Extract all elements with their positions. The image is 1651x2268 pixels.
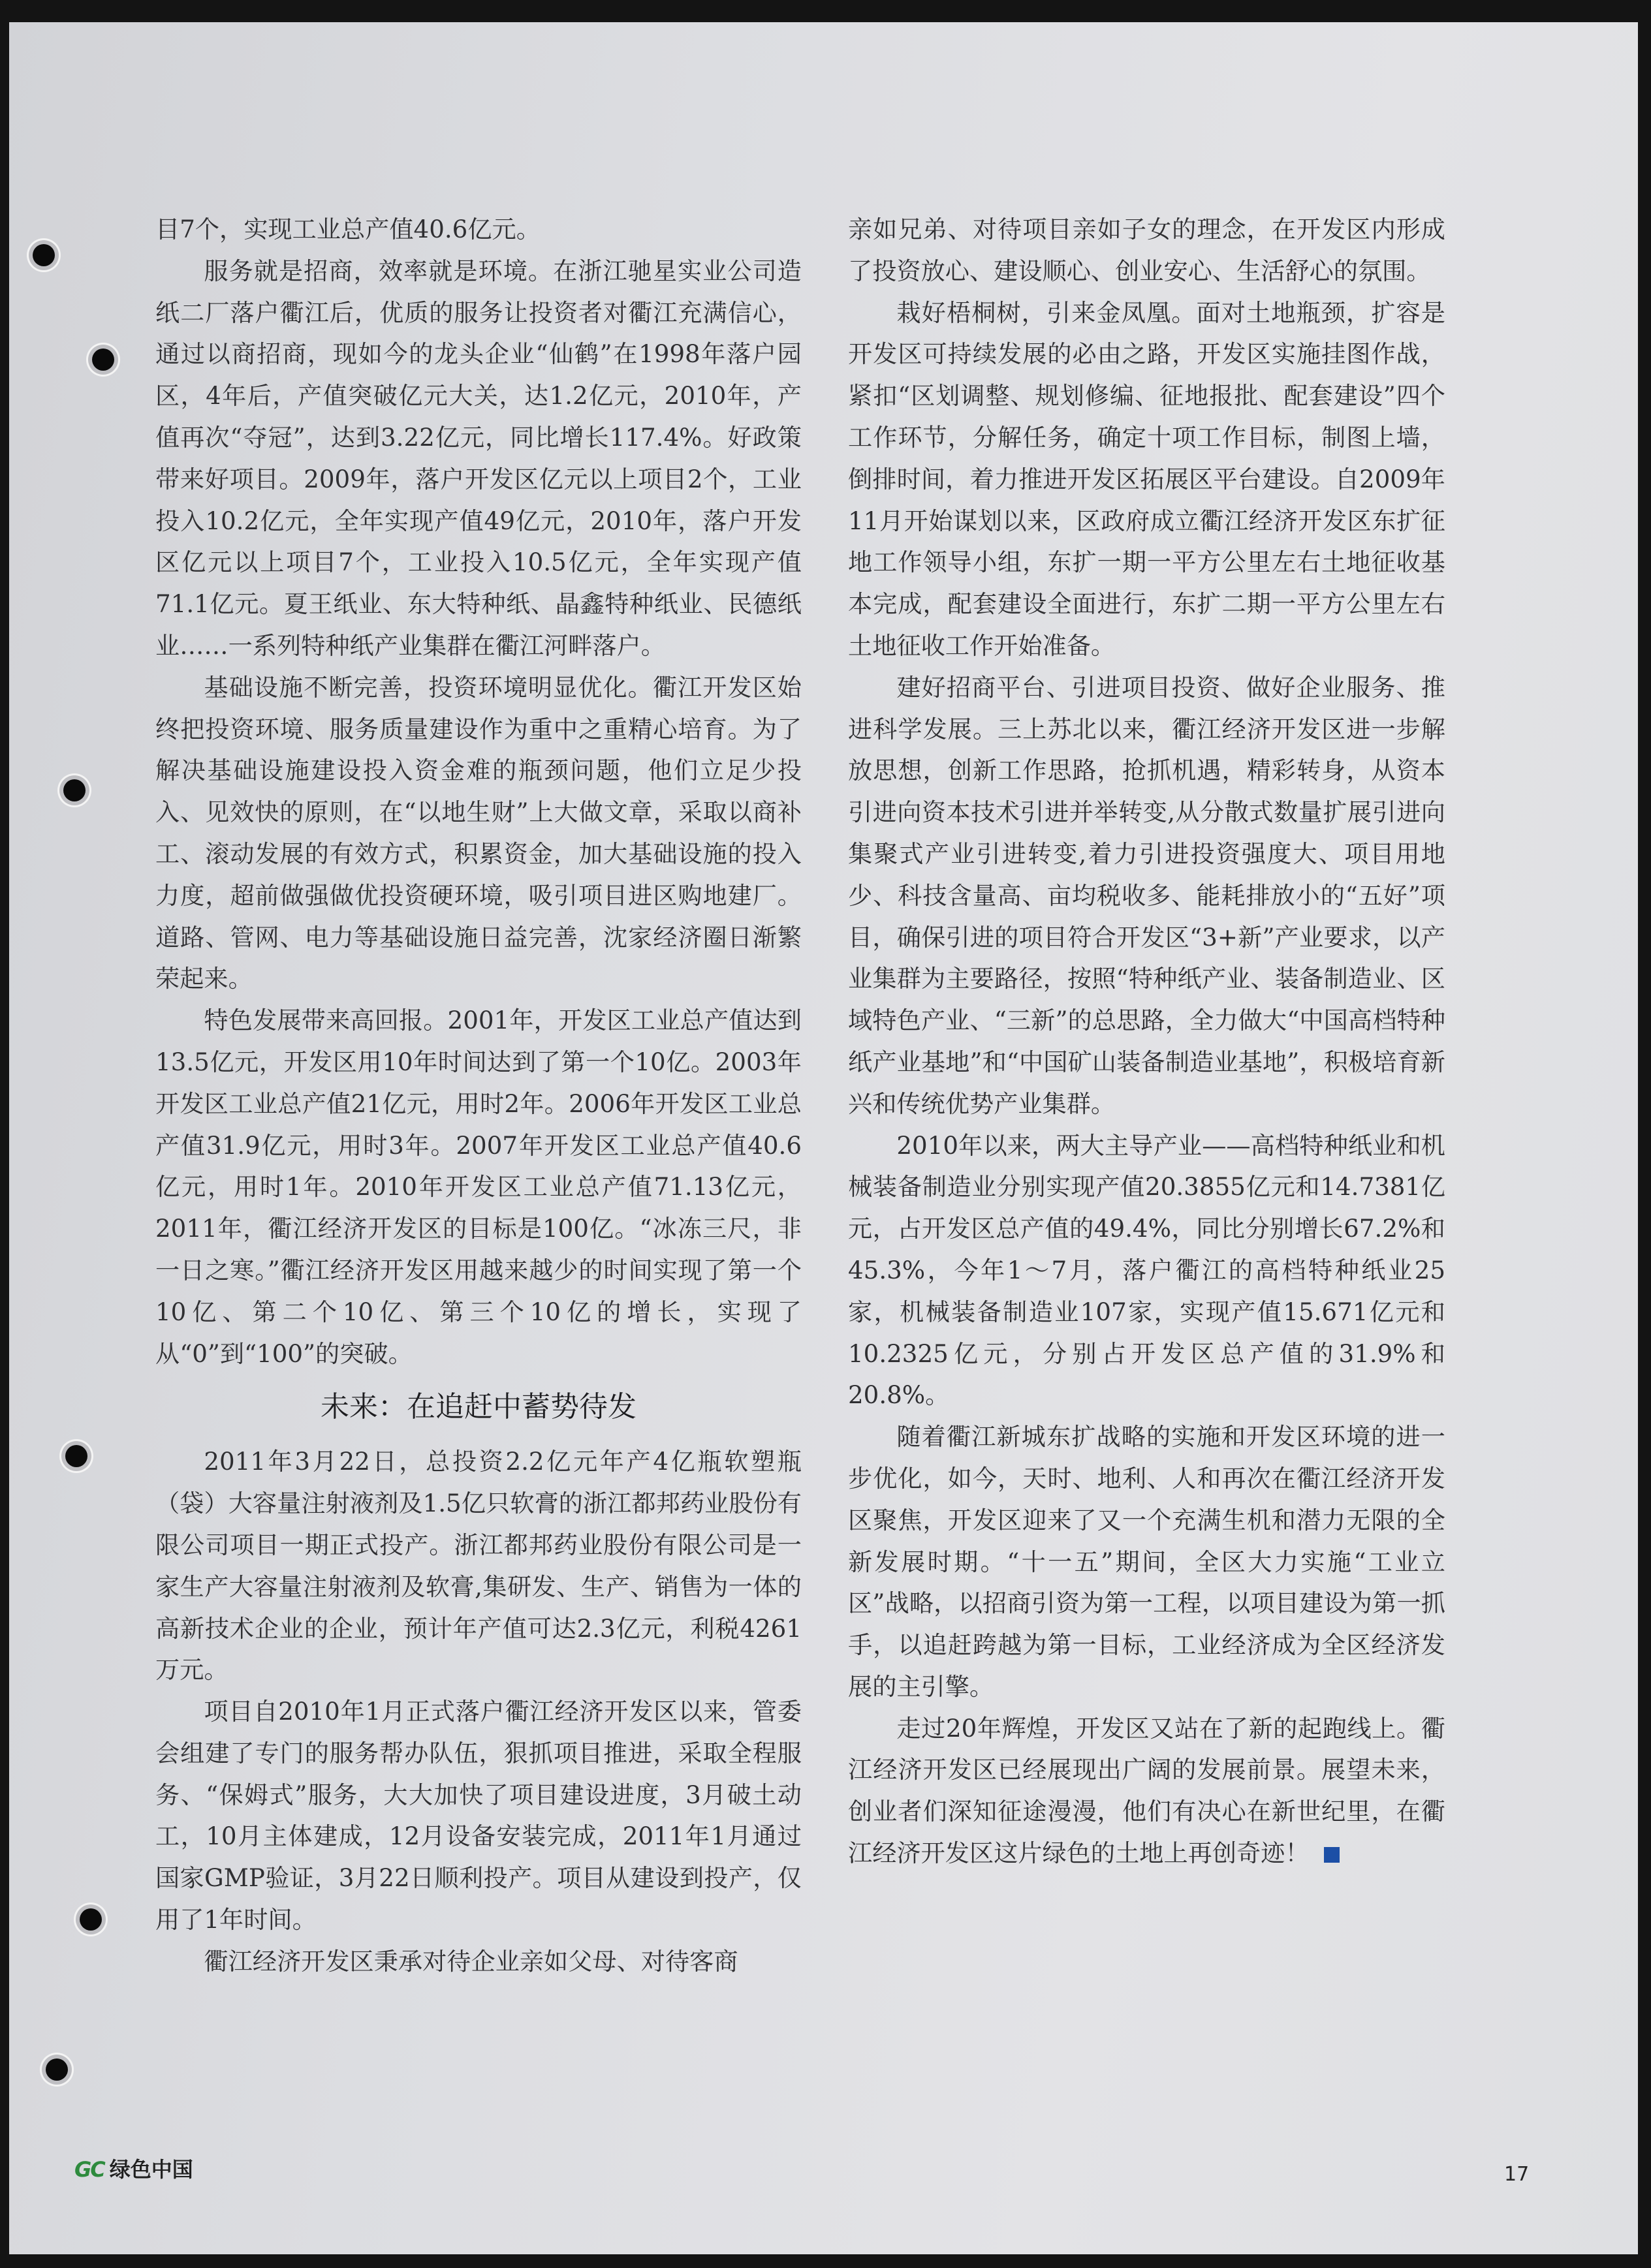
paragraph: 随着衢江新城东扩战略的实施和开发区环境的进一步优化，如今，天时、地利、人和再次在衢江经济开发区聚焦，开发区迎来了又一个充满生机和潜力无限的全新发展时期。“十一五”期间，全区大力实施“工业立区”战略，以招商引资为第一工程，以项目建设为第一抓手，以追赶跨越为第一目标，工业经济成为全区经济发展的主引擎。 — [848, 1422, 1445, 1701]
paragraph: 特色发展带来高回报。2001年，开发区工业总产值达到13.5亿元，开发区用10年时间达到了第一个10亿。2003年开发区工业总产值21亿元，用时2年。2006年开发区工业总产值31.9亿元，用时3年。2007年开发区工业总产值40.6亿元，用时1年。2010年开发区工业总产值71.13亿元，2011年，衢江经济开发区的目标是100亿。“冰冻三尺，非一日之寒。”衢江经济开发区用越来越少的时间实现了第一个10亿、第二个10亿、第三个10亿的增长，实现了从“0”到“100”的突破。 — [155, 1006, 802, 1368]
paragraph: 建好招商平台、引进项目投资、做好企业服务、推进科学发展。三上苏北以来，衢江经济开发区进一步解放思想，创新工作思路，抢抓机遇，精彩转身，从资本引进向资本技术引进并举转变,从分散式数量扩展引进向集聚式产业引进转变,着力引进投资强度大、项目用地少、科技含量高、亩均税收多、能耗排放小的“五好”项目，确保引进的项目符合开发区“3+新”产业要求，以产业集群为主要路径，按照“特种纸产业、装备制造业、区域特色产业、“三新”的总思路，全力做大“中国高档特种纸产业基地”和“中国矿山装备制造业基地”，积极培育新兴和传统优势产业集群。 — [848, 672, 1445, 1118]
logo-mark: GC — [74, 2157, 104, 2182]
binder-hole — [46, 2058, 68, 2081]
logo-text: 绿色中国 — [109, 2157, 193, 2182]
binder-hole — [63, 779, 86, 801]
paragraph: 基础设施不断完善，投资环境明显优化。衢江开发区始终把投资环境、服务质量建设作为重中之重精心培育。为了解决基础设施建设投入资金难的瓶颈问题，他们立足少投入、见效快的原则，在“以地生财”上大做文章，采取以商补工、滚动发展的有效方式，积累资金，加大基础设施的投入力度，超前做强做优投资硬环境，吸引项目进区购地建厂。道路、管网、电力等基础设施日益完善，沈家经济圈日渐繁荣起来。 — [155, 672, 802, 993]
binder-hole — [92, 349, 114, 371]
paragraph-final — [848, 1708, 1445, 1874]
left-column — [155, 209, 802, 1983]
paragraph: 栽好梧桐树，引来金凤凰。面对土地瓶颈，扩容是开发区可持续发展的必由之路，开发区实施挂图作战，紧扣“区划调整、规划修编、征地报批、配套建设”四个工作环节，分解任务，确定十项工作目标，制图上墙，倒排时间，着力推进开发区拓展区平台建设。自2009年11月开始谋划以来，区政府成立衢江经济开发区东扩征地工作领导小组，东扩一期一平方公里左右土地征收基本完成，配套建设全面进行，东扩二期一平方公里左右土地征收工作开始准备。 — [848, 298, 1445, 660]
page-number: 17 — [1504, 2163, 1530, 2186]
paragraph: 服务就是招商，效率就是环境。在浙江驰星实业公司造纸二厂落户衢江后，优质的服务让投资者对衢江充满信心，通过以商招商，现如今的龙头企业“仙鹤”在1998年落户园区，4年后，产值突破亿元大关，达1.2亿元，2010年，产值再次“夺冠”，达到3.22亿元，同比增长117.4%。好政策带来好项目。2009年，落户开发区亿元以上项目2个，工业投入10.2亿元，全年实现产值49亿元，2010年，落户开发区亿元以上项目7个，工业投入10.5亿元，全年实现产值71.1亿元。夏王纸业、东大特种纸、晶鑫特种纸业、民德纸业……一系列特种纸产业集群在衢江河畔落户。 — [155, 256, 802, 660]
section-heading: 未来：在追赶中蓄势待发 — [321, 1390, 637, 1424]
final-paragraph-text: 走过20年辉煌，开发区又站在了新的起跑线上。衢江经济开发区已经展现出广阔的发展前景。展望未来，创业者们深知征途漫漫，他们有决心在新世纪里，在衢江经济开发区这片绿色的土地上再创奇迹！ — [848, 1713, 1445, 1868]
paragraph: 2011年3月22日，总投资2.2亿元年产4亿瓶软塑瓶（袋）大容量注射液剂及1.5亿只软膏的浙江都邦药业股份有限公司项目一期正式投产。浙江都邦药业股份有限公司是一家生产大容量注射液剂及软膏,集研发、生产、销售为一体的高新技术企业的企业，预计年产值可达2.3亿元，利税4261万元。 — [155, 1447, 802, 1685]
paragraph: 2010年以来，两大主导产业——高档特种纸业和机械装备制造业分别实现产值20.3855亿元和14.7381亿元，占开发区总产值的49.4%，同比分别增长67.2%和45.3%，今年1～7月，落户衢江的高档特种纸业25家，机械装备制造业107家，实现产值15.671亿元和10.2325亿元，分别占开发区总产值的31.9%和20.8%。 — [848, 1130, 1445, 1410]
binder-hole — [80, 1908, 102, 1931]
end-mark-square-icon — [1324, 1847, 1340, 1863]
magazine-page — [9, 22, 1638, 2254]
paragraph: 衢江经济开发区秉承对待企业亲如父母、对待客商 — [204, 1946, 738, 1976]
magazine-logo — [74, 2156, 193, 2183]
paragraph: 目7个，实现工业总产值40.6亿元。 — [155, 215, 541, 243]
right-column — [848, 209, 1445, 1874]
binder-hole — [33, 244, 55, 266]
paragraph: 亲如兄弟、对待项目亲如子女的理念，在开发区内形成了投资放心、建设顺心、创业安心、生活舒心的氛围。 — [848, 215, 1445, 285]
binder-hole — [65, 1445, 87, 1467]
paragraph: 项目自2010年1月正式落户衢江经济开发区以来，管委会组建了专门的服务帮办队伍，狠抓项目推进，采取全程服务、“保姆式”服务，大大加快了项目建设进度，3月破土动工，10月主体建成，12月设备安装完成，2011年1月通过国家GMP验证，3月22日顺利投产。项目从建设到投产，仅用了1年时间。 — [155, 1697, 802, 1934]
